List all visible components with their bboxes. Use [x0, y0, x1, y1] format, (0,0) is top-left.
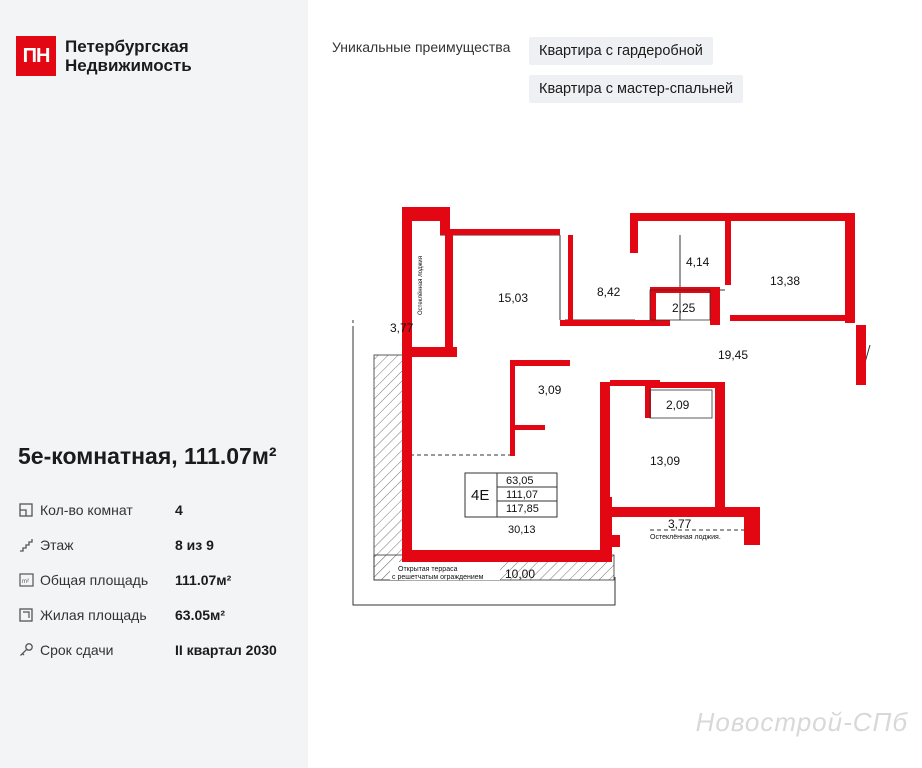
room-area-2-25: 2,25 [672, 301, 696, 315]
floor-plan [350, 195, 880, 615]
room-area-15: 15,03 [498, 291, 529, 305]
prop-floor [18, 527, 298, 562]
terrace-hatch-left [374, 355, 404, 580]
prop-label: Кол-во комнат [40, 501, 133, 518]
prop-value: 8 из 9 [175, 536, 214, 553]
brand-name-line2: Недвижимость [65, 56, 192, 75]
room-area-terrace: 10,00 [505, 567, 536, 581]
prop-rooms [18, 492, 298, 527]
legend-total-outdoor: 117,85 [506, 503, 539, 515]
prop-living-area [18, 597, 298, 632]
prop-label: Срок сдачи [40, 641, 114, 658]
feature-chip-master-bedroom[interactable]: Квартира с мастер-спальней [529, 75, 743, 103]
legend-code: 4E [471, 487, 490, 504]
stairs-icon [18, 537, 34, 553]
prop-value: II квартал 2030 [175, 641, 277, 658]
prop-completion [18, 632, 298, 667]
brand-name [65, 37, 192, 75]
brand-name-line1: Петербургская [65, 37, 189, 56]
room-area-2-09: 2,09 [666, 398, 690, 412]
prop-value: 63.05м² [175, 606, 226, 623]
room-plan-icon [18, 502, 34, 518]
room-area-13b: 13,09 [650, 454, 681, 468]
prop-value: 4 [175, 501, 183, 518]
watermark: Новострой-СПб [695, 707, 908, 737]
room-area-19: 19,45 [718, 348, 749, 362]
room-area-3: 3,09 [538, 383, 562, 397]
room-area-4: 4,14 [686, 255, 710, 269]
brand-logo[interactable] [16, 36, 192, 76]
room-area-13a: 13,38 [770, 274, 801, 288]
features-label: Уникальные преимущества [332, 39, 511, 55]
prop-value: 111.07м² [175, 571, 232, 588]
room-area-30: 30,13 [508, 524, 536, 536]
terrace-caption-1: Открытая терраса [398, 566, 458, 573]
apartment-title: 5е-комнатная, 111.07м² [18, 443, 277, 469]
feature-chip-wardrobe[interactable]: Квартира с гардеробной [529, 37, 713, 65]
legend-living: 63,05 [506, 475, 534, 487]
living-area-icon [18, 607, 34, 623]
prop-label: Жилая площадь [40, 606, 147, 623]
legend-total: 111,07 [506, 489, 539, 501]
svg-text:m²: m² [21, 578, 29, 585]
prop-label: Этаж [40, 536, 74, 553]
room-area-loggia-left: 3,77 [390, 321, 414, 335]
apartment-properties [18, 492, 298, 667]
prop-label: Общая площадь [40, 571, 149, 588]
loggia-right-caption: Остеклённая лоджия. [650, 534, 721, 541]
exterior-walls [352, 207, 866, 562]
area-icon [18, 572, 34, 588]
room-area-8: 8,42 [597, 285, 621, 299]
prop-total-area [18, 562, 298, 597]
loggia-left-caption: Остеклённая лоджия [418, 256, 424, 315]
key-icon [18, 642, 34, 658]
logo-mark: ПН [16, 36, 56, 76]
terrace-caption-2: с решетчатым ограждением [392, 574, 484, 581]
room-area-loggia-right: 3,77 [668, 517, 692, 531]
